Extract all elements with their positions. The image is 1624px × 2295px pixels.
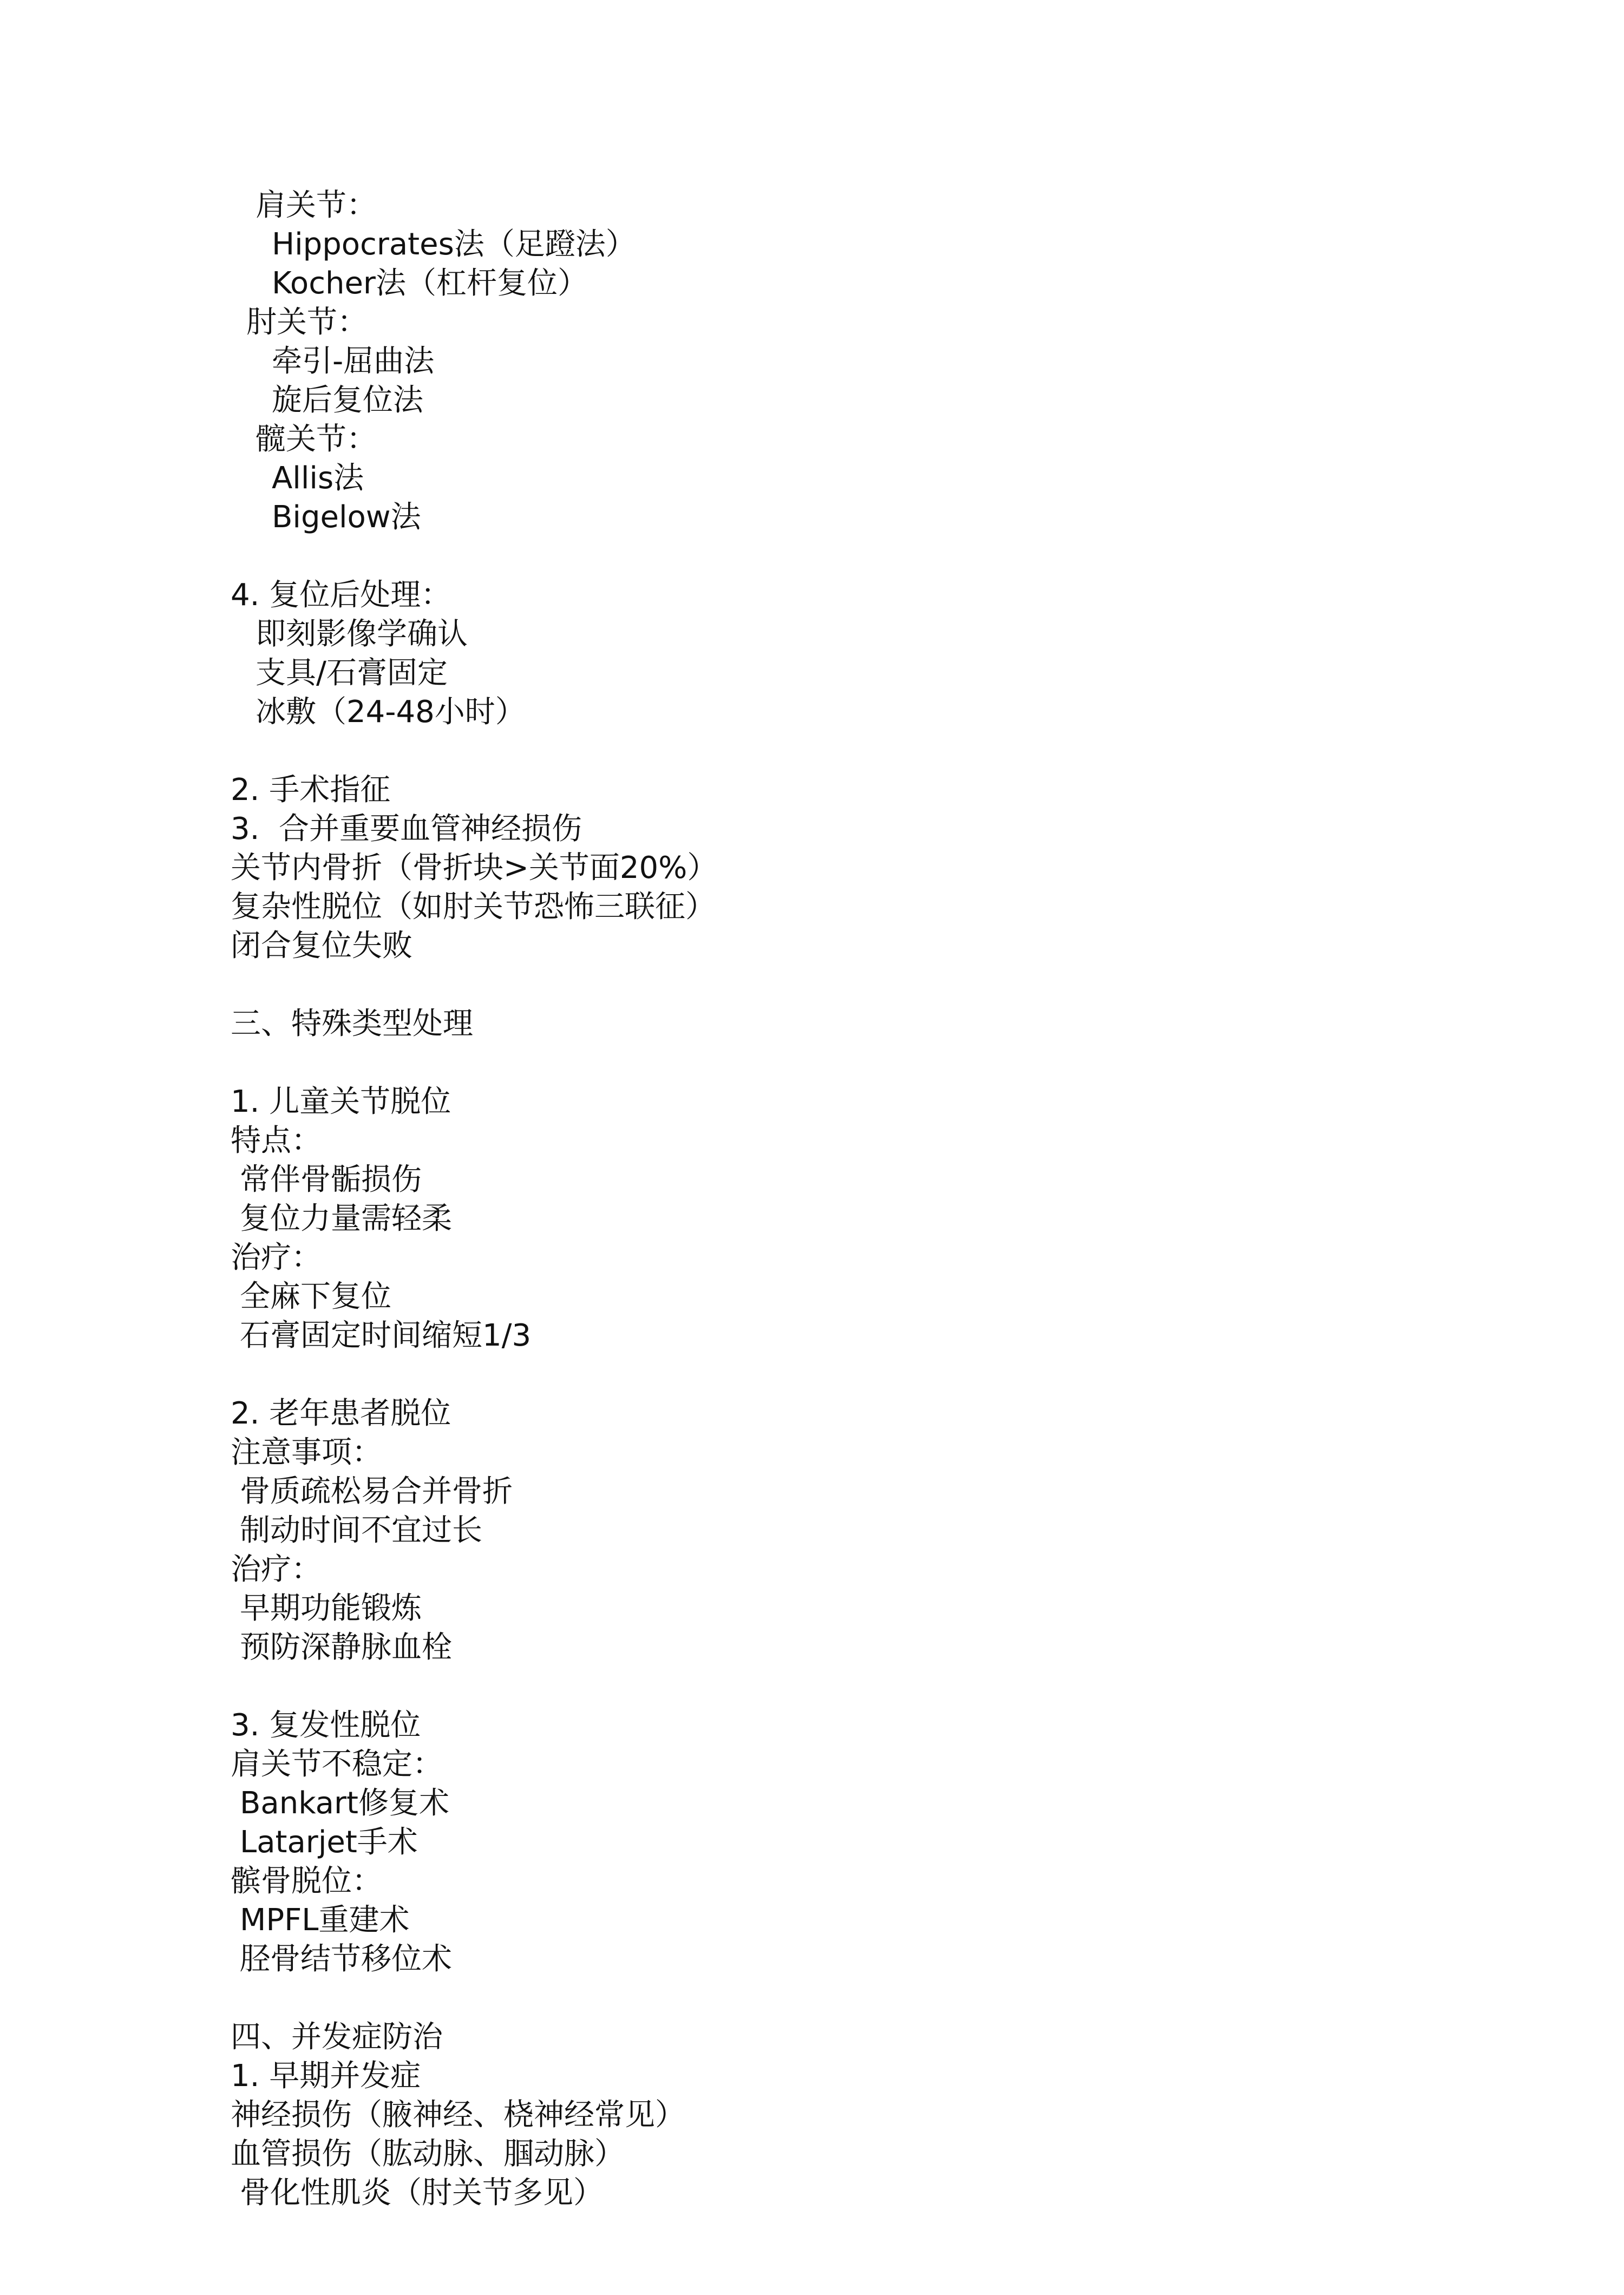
text-line: 复杂性脱位（如肘关节恐怖三联征） <box>231 889 716 924</box>
section-heading: 1. 儿童关节脱位 <box>231 1084 451 1119</box>
text-line: 预防深静脉血栓 <box>240 1630 452 1665</box>
text-line: 肩关节： <box>256 188 377 223</box>
text-line: 神经损伤（腋神经、桡神经常见） <box>231 2097 685 2133</box>
text-line: Latarjet手术 <box>240 1825 418 1860</box>
text-line: 注意事项： <box>231 1435 382 1470</box>
text-line: 骨质疏松易合并骨折 <box>240 1474 513 1509</box>
section-heading: 1. 早期并发症 <box>231 2058 421 2094</box>
text-line: 石膏固定时间缩短1/3 <box>240 1318 532 1353</box>
text-line: 制动时间不宜过长 <box>240 1513 482 1548</box>
text-line: Bigelow法 <box>272 500 421 535</box>
text-line: 治疗： <box>231 1240 322 1275</box>
text-line: 支具/石膏固定 <box>256 655 448 691</box>
section-title: 四、并发症防治 <box>231 2019 443 2055</box>
text-line: 旋后复位法 <box>272 383 423 418</box>
text-line: 复位力量需轻柔 <box>240 1201 452 1236</box>
text-line: 牵引-屈曲法 <box>272 344 435 379</box>
text-line: 冰敷（24-48小时） <box>256 694 526 730</box>
text-line: 全麻下复位 <box>240 1279 391 1314</box>
text-line: 血管损伤（肱动脉、腘动脉） <box>231 2136 625 2172</box>
text-line: 髋关节： <box>256 422 377 457</box>
text-line: 肘关节： <box>246 305 368 340</box>
text-line: 关节内骨折（骨折块>关节面20%） <box>231 850 718 886</box>
text-line: 常伴骨骺损伤 <box>240 1162 422 1197</box>
text-line: Kocher法（杠杆复位） <box>272 266 588 301</box>
text-line: 骨化性肌炎（肘关节多见） <box>240 2175 604 2211</box>
text-line: Allis法 <box>272 461 364 496</box>
text-line: Bankart修复术 <box>240 1786 449 1821</box>
section-heading: 2. 手术指征 <box>231 772 391 808</box>
text-line: 闭合复位失败 <box>231 928 412 963</box>
section-heading: 3. 复发性脱位 <box>231 1708 421 1743</box>
text-line: 髌骨脱位： <box>231 1864 382 1899</box>
text-line: 肩关节不稳定： <box>231 1747 443 1782</box>
section-title: 三、特殊类型处理 <box>231 1006 473 1041</box>
section-heading: 4. 复位后处理： <box>231 578 451 613</box>
text-line: 3. 合并重要血管神经损伤 <box>231 811 582 847</box>
text-line: MPFL重建术 <box>240 1903 410 1938</box>
section-heading: 2. 老年患者脱位 <box>231 1396 451 1431</box>
text-line: 治疗： <box>231 1552 322 1587</box>
text-line: Hippocrates法（足蹬法） <box>272 227 636 262</box>
text-line: 即刻影像学确认 <box>256 617 468 652</box>
text-line: 特点： <box>231 1123 322 1158</box>
text-line: 早期功能锻炼 <box>240 1591 422 1626</box>
text-line: 胫骨结节移位术 <box>240 1942 452 1977</box>
